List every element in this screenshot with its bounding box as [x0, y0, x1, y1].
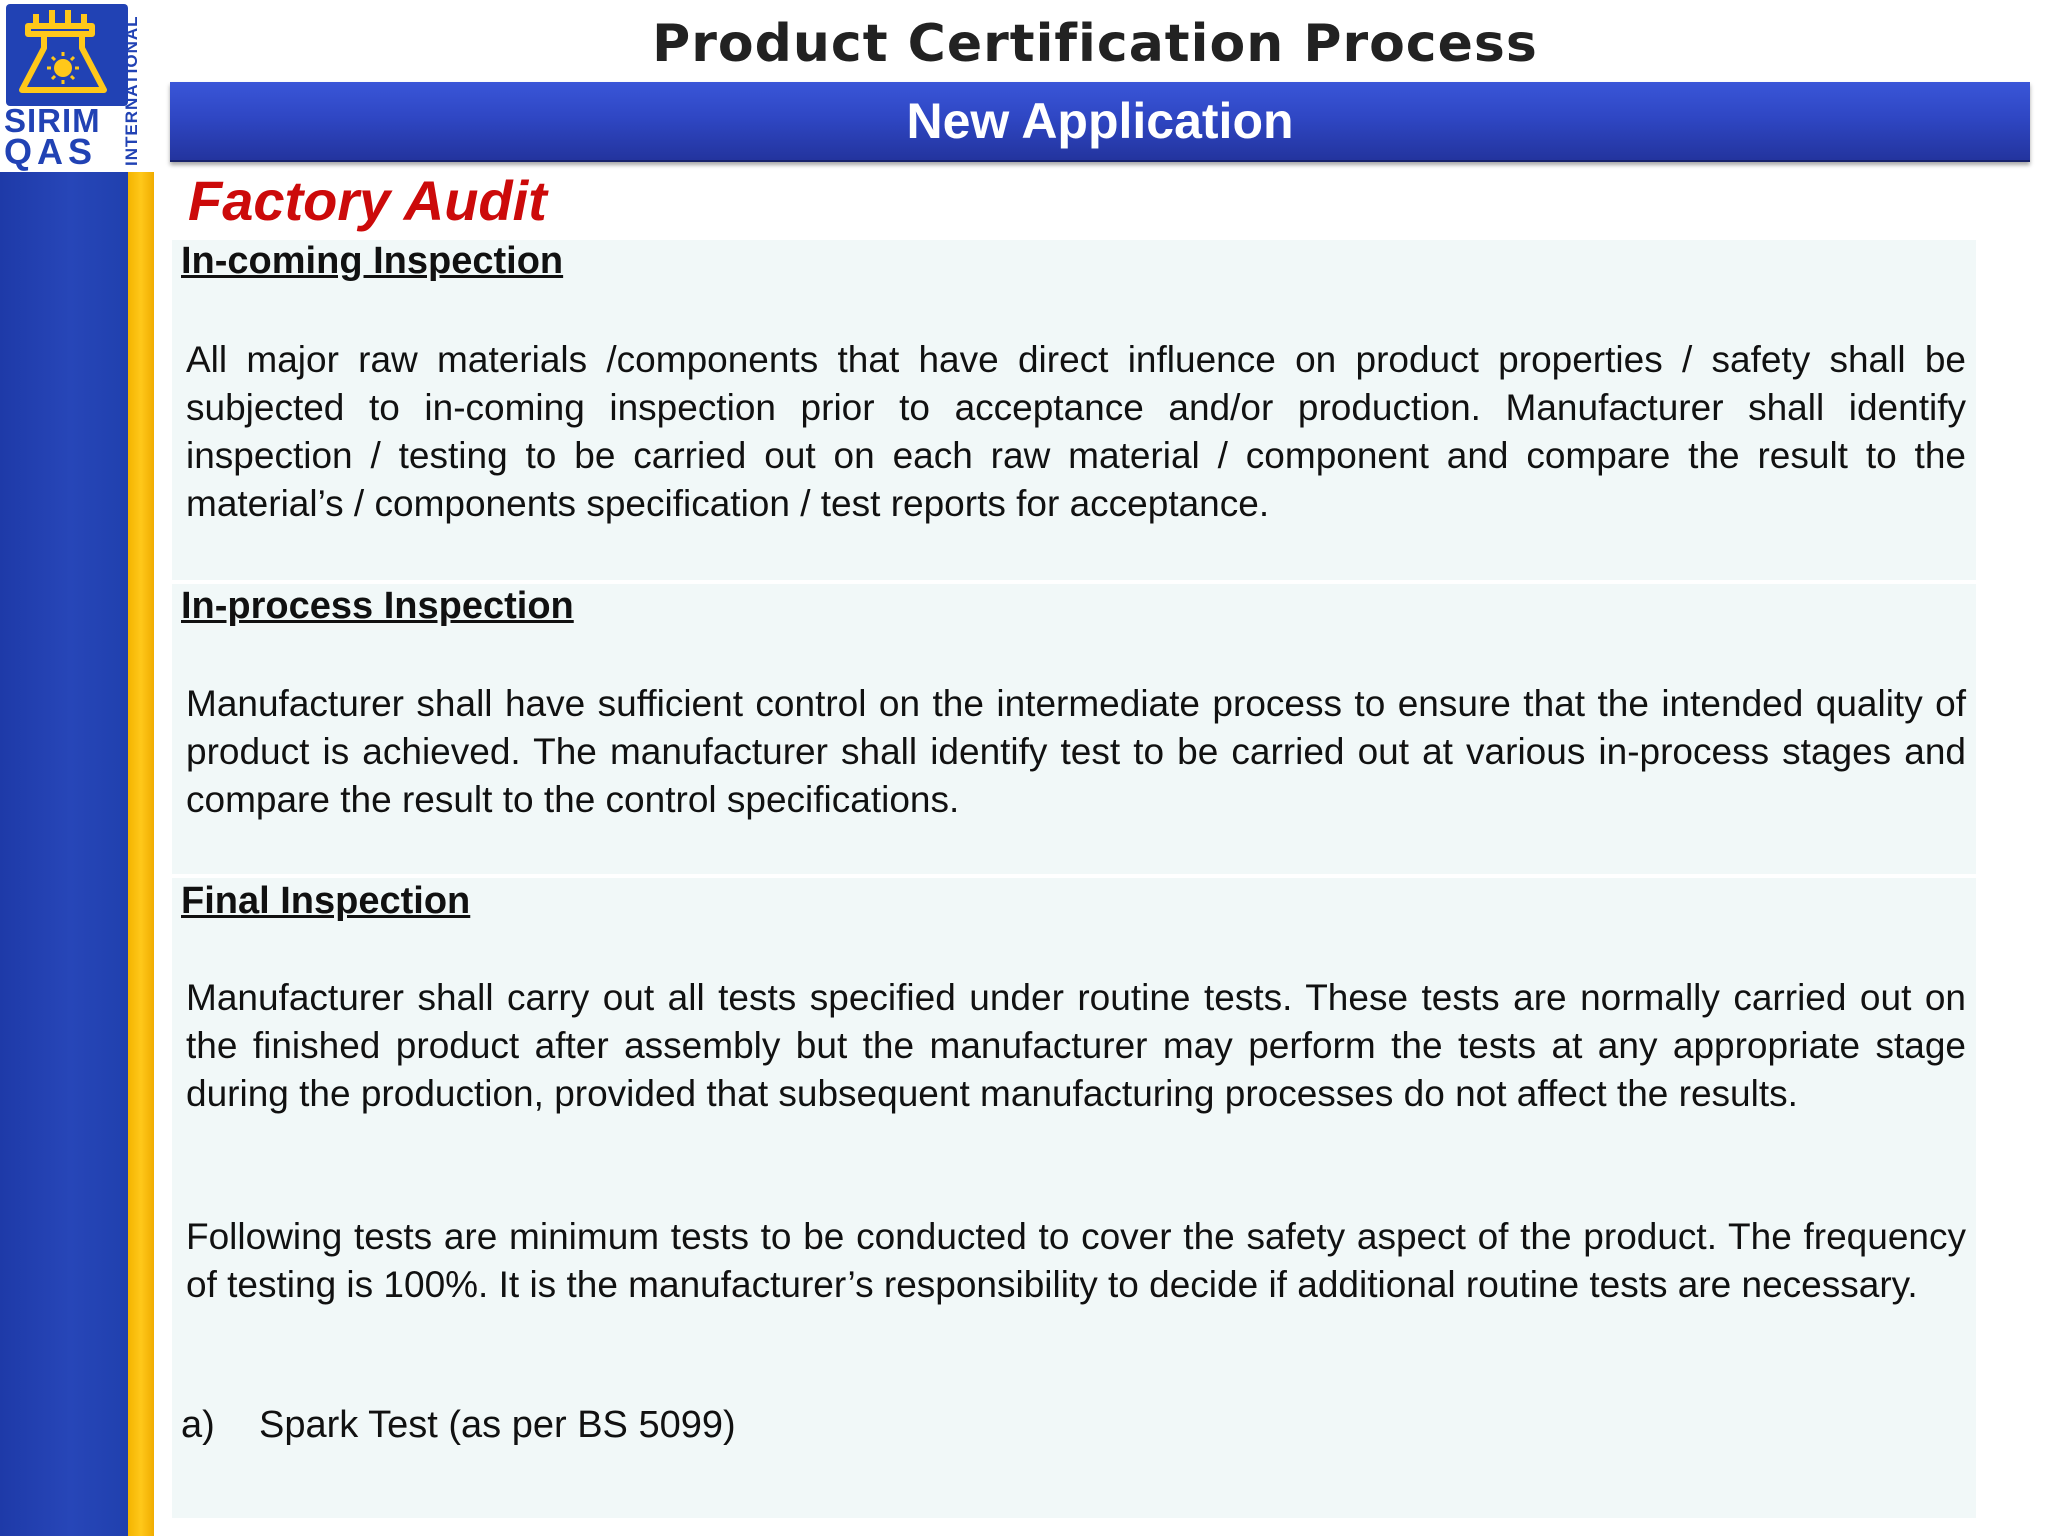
logo-brand-top: SIRIM	[4, 102, 101, 139]
final-inspection-heading: Final Inspection	[181, 880, 471, 922]
section-title: Factory Audit	[188, 169, 547, 232]
inprocess-inspection-heading: In-process Inspection	[181, 585, 574, 627]
incoming-inspection-body: All major raw materials /components that have direct influence on product properties / safety shall be subjected to in-coming inspection prior to acceptance and/or production. Manufacturer shall identify inspection / testing to be carried out on each raw material / component and compare the result to the material’s / components specification / test reports for acceptance.	[186, 339, 1966, 524]
list-item-marker: a)	[181, 1404, 215, 1446]
sirim-qas-logo	[0, 0, 154, 172]
flask-sun-emblem-icon	[6, 4, 128, 106]
page-title: Product Certification Process	[652, 14, 1538, 74]
incoming-inspection-heading: In-coming Inspection	[181, 240, 564, 282]
logo-brand-bottom: QAS	[4, 131, 98, 172]
minimum-tests-body: Following tests are minimum tests to be conducted to cover the safety aspect of the product. The frequency of testing is 100%. It is the manufacturer’s responsibility to decide if additional routine tests are necessary.	[186, 1216, 1966, 1305]
subtitle-banner	[170, 82, 2030, 162]
logo-side-text: INTERNATIONAL	[122, 15, 141, 166]
list-item-text: Spark Test (as per BS 5099)	[259, 1404, 736, 1446]
subtitle-text: New Application	[906, 93, 1294, 149]
left-blue-stripe	[0, 172, 128, 1536]
inprocess-inspection-body: Manufacturer shall have sufficient control on the intermediate process to ensure that the intended quality of product is achieved. The manufacturer shall identify test to be carried out at various in-process stages and compare the result to the control specifications.	[186, 683, 1966, 820]
final-inspection-body: Manufacturer shall carry out all tests specified under routine tests. These tests are normally carried out on the finished product after assembly but the manufacturer may perform the tests at any appropriate stage during the production, provided that subsequent manufacturing processes do not affect the results.	[186, 977, 1966, 1114]
list-item	[181, 1404, 736, 1447]
left-gold-stripe	[128, 172, 154, 1536]
